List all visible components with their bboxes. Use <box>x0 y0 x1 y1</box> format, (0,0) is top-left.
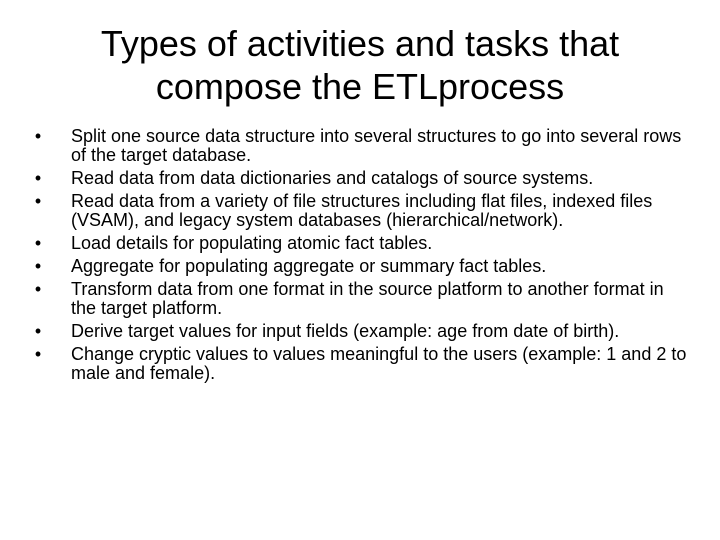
bullet-dot-icon: • <box>34 168 42 188</box>
slide-title <box>36 22 684 108</box>
bullet-text: Aggregate for populating aggregate or summary fact tables. <box>71 256 547 276</box>
bullet-text: Read data from data dictionaries and catalogs of source systems. <box>71 168 594 188</box>
bullet-item <box>32 169 692 188</box>
slide-title-line-1: Types of activities and tasks that <box>100 23 620 64</box>
bullet-dot-icon: • <box>34 126 42 146</box>
bullet-item <box>32 345 692 383</box>
bullet-item <box>32 127 692 165</box>
bullet-dot-icon: • <box>34 279 42 299</box>
bullet-item <box>32 257 692 276</box>
bullet-dot-icon: • <box>34 256 42 276</box>
bullet-text: Transform data from one format in the source platform to another format in the target platform. <box>71 279 664 318</box>
bullet-list <box>32 127 692 387</box>
bullet-dot-icon: • <box>34 233 42 253</box>
bullet-text: Derive target values for input fields (example: age from date of birth). <box>71 321 620 341</box>
bullet-dot-icon: • <box>34 321 42 341</box>
bullet-item <box>32 192 692 230</box>
bullet-text: Change cryptic values to values meaningful to the users (example: 1 and 2 to male and female). <box>71 344 687 383</box>
bullet-dot-icon: • <box>34 344 42 364</box>
bullet-item <box>32 280 692 318</box>
bullet-text: Load details for populating atomic fact tables. <box>71 233 433 253</box>
slide-title-line-2: compose the ETLprocess <box>155 66 565 107</box>
bullet-dot-icon: • <box>34 191 42 211</box>
bullet-text: Read data from a variety of file structures including flat files, indexed files (VSAM), and legacy system databases (hierarchical/network). <box>71 191 653 230</box>
bullet-item <box>32 322 692 341</box>
bullet-item <box>32 234 692 253</box>
bullet-text: Split one source data structure into several structures to go into several rows of the target database. <box>71 126 682 165</box>
